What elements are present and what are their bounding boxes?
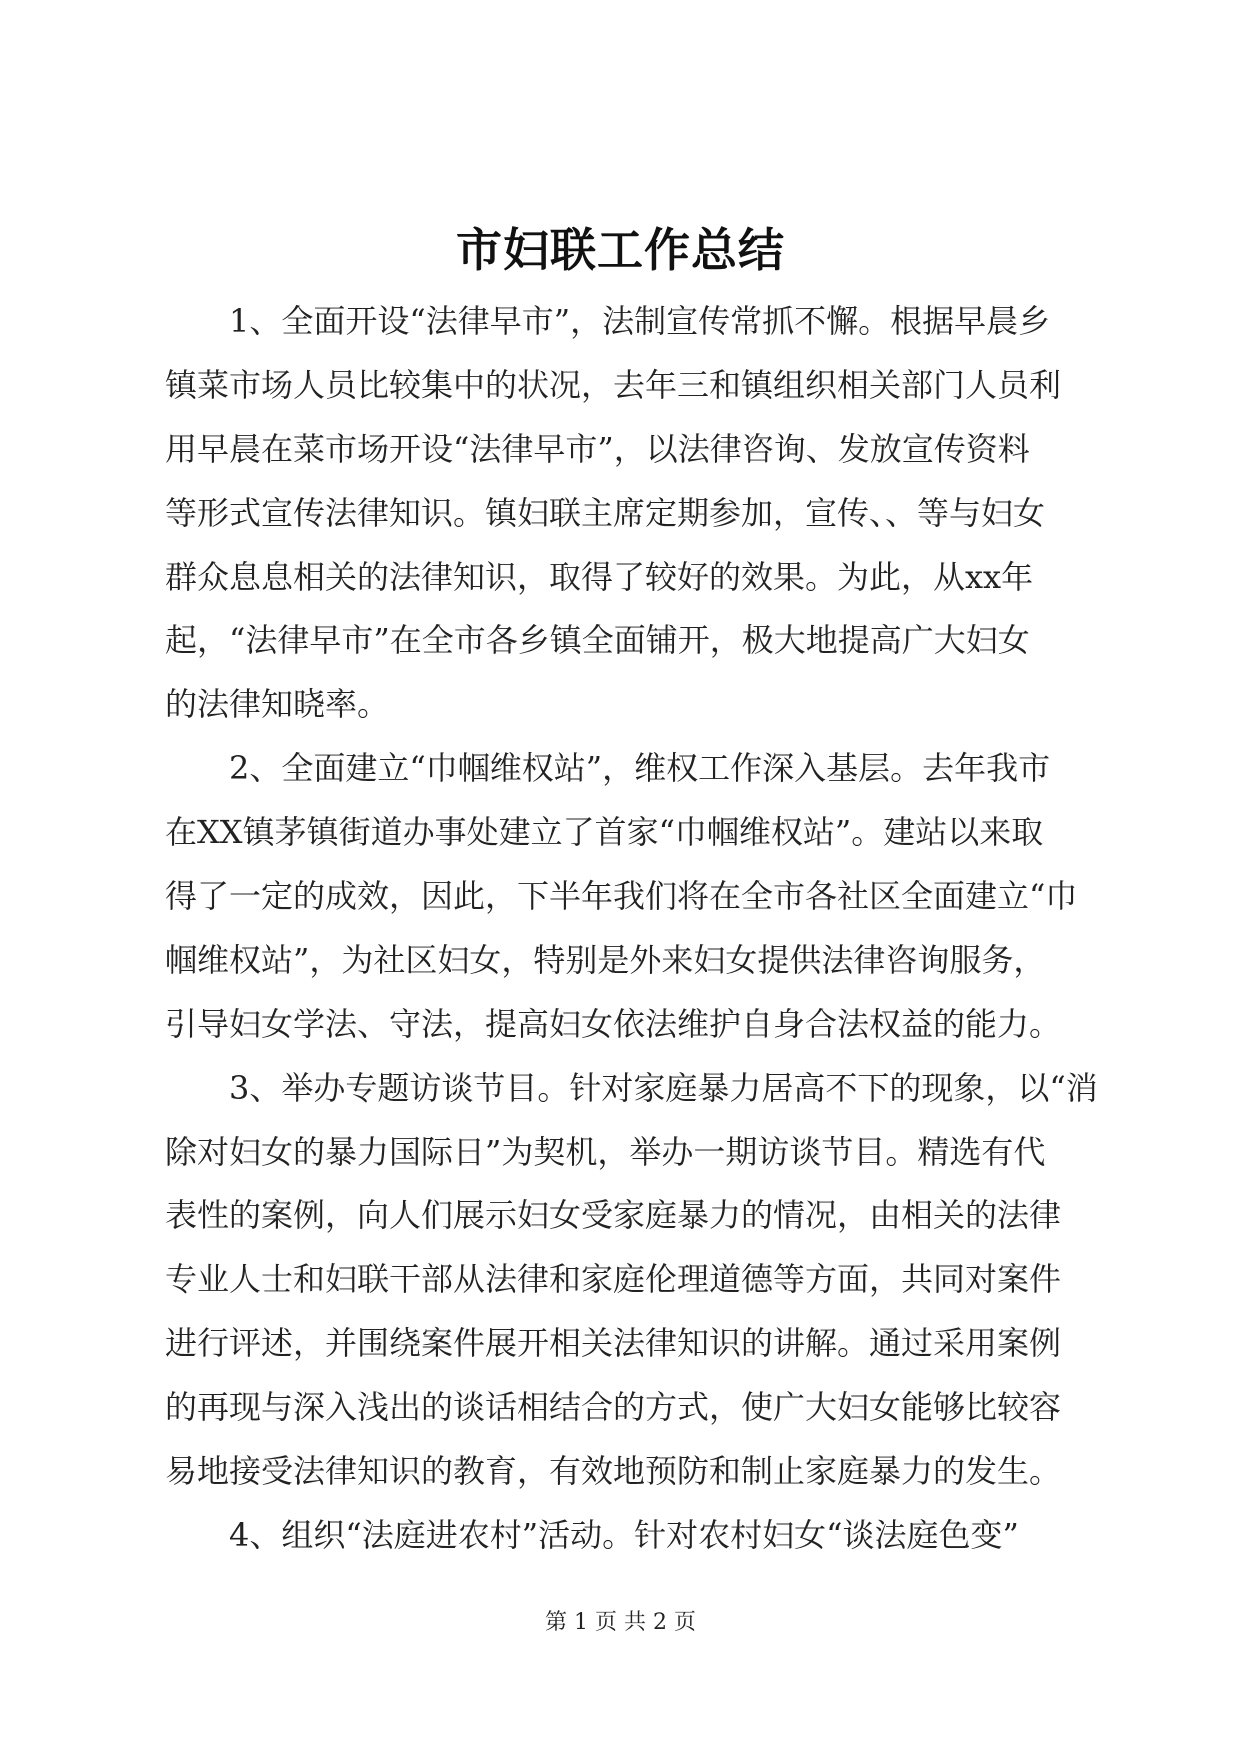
- text-line: 的法律知晓率。: [165, 685, 390, 724]
- text-line: 得了一定的成效，因此，下半年我们将在全市各社区全面建立“巾: [165, 877, 1078, 916]
- text-line: 易地接受法律知识的教育，有效地预防和制止家庭暴力的发生。: [165, 1452, 1062, 1491]
- text-line: 镇菜市场人员比较集中的状况，去年三和镇组织相关部门人员利: [165, 365, 1062, 404]
- document-body: [165, 290, 1098, 1568]
- text-line: 用早晨在菜市场开设“法律早市”，以法律咨询、发放宣传资料: [165, 429, 1030, 468]
- text-line: 除对妇女的暴力国际日”为契机，举办一期访谈节目。精选有代: [165, 1132, 1046, 1171]
- text-line: 帼维权站”，为社区妇女，特别是外来妇女提供法律咨询服务，: [165, 940, 1046, 979]
- text-line: 进行评述，并围绕案件展开相关法律知识的讲解。通过采用案例: [165, 1324, 1062, 1363]
- text-line: 3、举办专题访谈节目。针对家庭暴力居高不下的现象，以“消: [229, 1068, 1098, 1107]
- text-line: 的再现与深入浅出的谈话相结合的方式，使广大妇女能够比较容: [165, 1388, 1062, 1427]
- text-line: 专业人士和妇联干部从法律和家庭伦理道德等方面，共同对案件: [165, 1260, 1062, 1299]
- text-line: 表性的案例，向人们展示妇女受家庭暴力的情况，由相关的法律: [165, 1196, 1062, 1235]
- text-line: 群众息息相关的法律知识，取得了较好的效果。为此，从xx年: [165, 557, 1034, 596]
- text-line: 引导妇女学法、守法，提高妇女依法维护自身合法权益的能力。: [165, 1004, 1062, 1043]
- text-line: 在XX镇茅镇街道办事处建立了首家“巾帼维权站”。建站以来取: [165, 813, 1044, 852]
- text-line: 2、全面建立“巾帼维权站”，维权工作深入基层。去年我市: [229, 749, 1051, 788]
- text-line: 起，“法律早市”在全市各乡镇全面铺开，极大地提高广大妇女: [165, 621, 1030, 660]
- text-line: 等形式宣传法律知识。镇妇联主席定期参加，宣传、、等与妇女: [165, 493, 1046, 532]
- page-footer: 第 1 页 共 2 页: [545, 1610, 696, 1635]
- text-line: 1、全面开设“法律早市”，法制宣传常抓不懈。根据早晨乡: [229, 302, 1051, 340]
- text-line: 4、组织“法庭进农村”活动。针对农村妇女“谈法庭色变”: [229, 1515, 1019, 1554]
- document-title: 市妇联工作总结: [456, 223, 785, 277]
